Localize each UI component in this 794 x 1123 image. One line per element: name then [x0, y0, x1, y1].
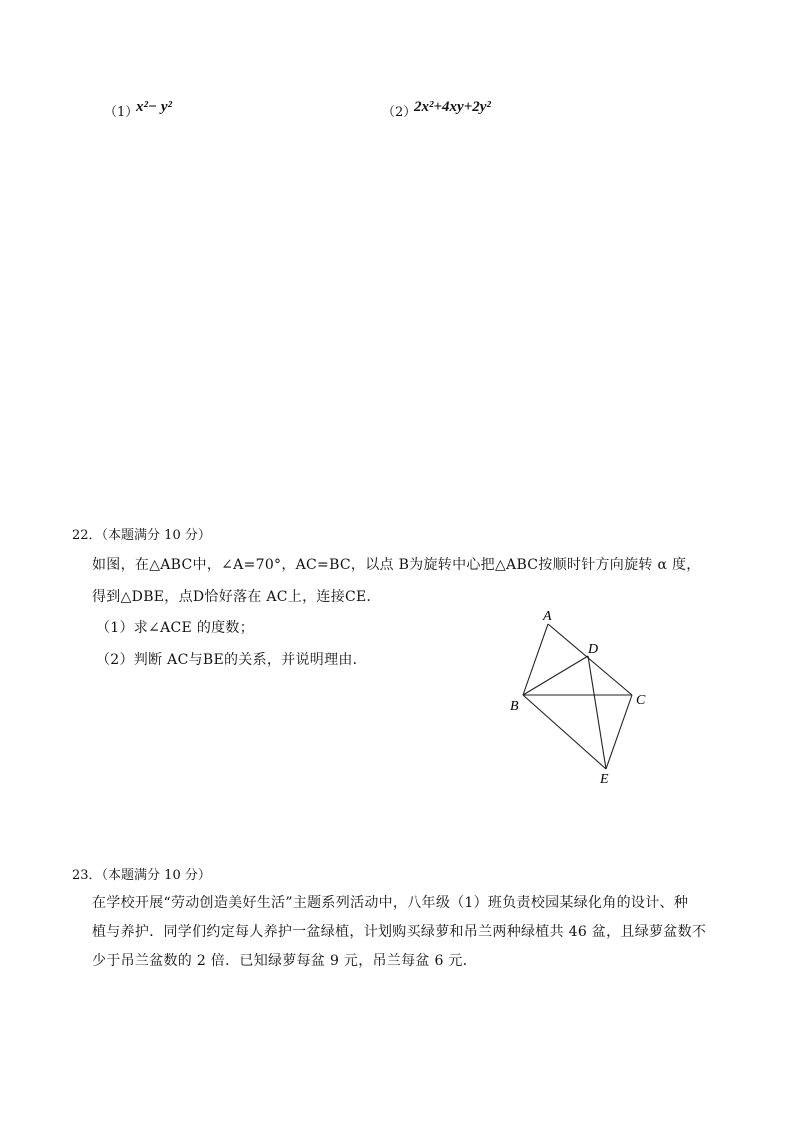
q23-text-line1: 在学校开展“劳动创造美好生活”主题系列活动中，八年级（1）班负责校园某绿化角的设计、种 — [92, 895, 689, 911]
triangle-rotation-figure — [500, 600, 660, 795]
q22-subquestion-2: （2）判断 AC与BE的关系，并说明理由． — [96, 652, 367, 668]
segment-BE — [523, 695, 606, 769]
segment-BD — [523, 656, 588, 695]
q21-part1-label: （1） — [104, 105, 139, 120]
segment-CE — [606, 695, 632, 769]
q21-part1-expression: x²− y² — [136, 99, 172, 115]
q23-text-line3: 少于吊兰盆数的 2 倍．已知绿萝每盆 9 元，吊兰每盆 6 元． — [92, 953, 478, 969]
segment-AC — [548, 624, 632, 695]
q22-subquestion-1: （1）求∠ACE 的度数； — [96, 620, 255, 636]
point-label-C: C — [636, 693, 646, 708]
point-label-D: D — [588, 642, 599, 657]
q22-text-line1: 如图，在△ABC中，∠A=70°，AC=BC，以点 B为旋转中心把△ABC按顺时针方向旋转 α 度， — [92, 557, 701, 573]
q22-text-line2: 得到△DBE，点D恰好落在 AC上，连接CE． — [92, 589, 381, 605]
q21-part2-expression: 2x²+4xy+2y² — [414, 99, 491, 115]
segment-AB — [523, 624, 548, 695]
q21-part2-label: （2） — [382, 105, 417, 120]
point-label-E: E — [600, 772, 609, 787]
q23-heading: 23．（本题满分 10 分） — [72, 868, 211, 883]
q22-heading: 22．（本题满分 10 分） — [72, 528, 211, 543]
q23-text-line2: 植与养护．同学们约定每人养护一盆绿植，计划购买绿萝和吊兰两种绿植共 46 盆，且绿萝盆数不 — [92, 924, 707, 940]
segment-DE — [588, 656, 606, 769]
point-label-B: B — [510, 699, 519, 714]
point-label-A: A — [543, 609, 552, 624]
